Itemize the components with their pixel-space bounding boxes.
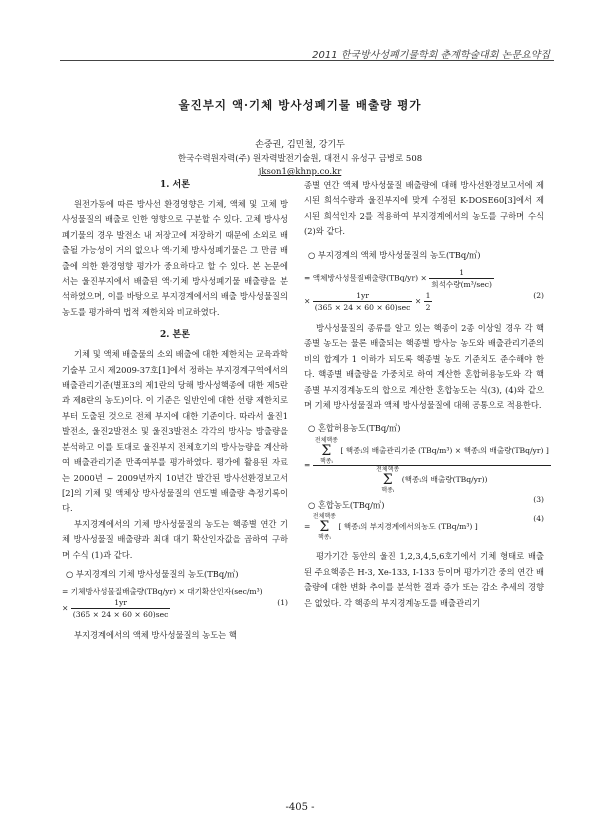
equation-3-sum-upper: 전체핵종 <box>314 436 338 444</box>
page-number: -405 - <box>285 802 315 813</box>
section-1-title: 1. 서론 <box>160 180 190 190</box>
email-link[interactable]: jkson1@khnp.co.kr <box>258 167 342 177</box>
body-paragraph-3: 부지경계에서의 액체 방사성물질의 농도는 핵 <box>74 630 237 641</box>
mixed-concentration-bullet: ○ 혼합농도(TBq/㎥) <box>308 499 385 510</box>
equation-2-number: (2) <box>533 291 544 301</box>
equation-4-text: [ 핵종ᵢ의 부지경계에서의농도 (TBq/m³) ] <box>338 522 478 532</box>
equation-3-number: (3) <box>533 494 544 504</box>
paper-title: 울진부지 액·기체 방사성폐기물 배출량 평가 <box>178 98 422 112</box>
equation-2-f1-numerator: 1 <box>429 267 494 279</box>
left-column <box>62 178 288 644</box>
equation-2-f2-denominator: (365 × 24 × 60 × 60)sec <box>314 303 411 313</box>
equation-3-denominator <box>313 466 551 494</box>
equation-3-sum-lower: 핵종ᵢ <box>319 457 333 465</box>
equation-4 <box>304 513 544 541</box>
body-paragraph-1: 기체 및 액체 배출물의 소외 배출에 대한 제한치는 교육과학기술부 고시 제2009-37호[1]에서 정하는 부지경계구역에서의 배출관리기준(별표3의 제1란의 당해 방사성핵종에 대한 제5란과 제8란의 농도)이다. 이 기준은 일반인에 대한 선량 제한치로부터 도출된 것으로 전체 부지에 대한 기준이다. 따라서 울진1발전소, 울진2발전소 및 울진3발전소 각각의 방사능 방출량을 분석하고 이를 토대로 울진부지 전체호기의 방사능량을 계산하여 배출관리기준 만족여부를 평가하였다. 평가에 활용된 자료는 2000년 ~ 2009년까지 10년간 발간된 방사선환경보고서[2]의 기체 및 액체상 방사성물질의 연도별 배출량 측정기록이다. <box>62 349 288 514</box>
equation-3-numerator <box>313 437 551 466</box>
equation-3-line: = 전체핵종 Σ 핵종ᵢ [ 핵종ᵢ의 배출관리기준 (TBq/m³) × 핵종ᵢ의 배출량(TBq/yr) ] 전체핵종 Σ 핵종ᵢ (핵종ᵢ의 배출량(TBq/yr)) (3) <box>304 436 549 504</box>
sigma-icon: Σ <box>321 442 332 459</box>
equation-1-number: (1) <box>277 598 288 608</box>
right-column <box>304 178 549 611</box>
equation-2-line-2: × $\frac{1yr}{(365 \times 24 \times 60 \times 60)\sec}$ × $\frac{1}{2}$ (2) <box>304 291 544 313</box>
equation-3-denominator-text: (핵종ᵢ의 배출량(TBq/yr)) <box>401 474 488 484</box>
equation-4-sum <box>313 513 336 541</box>
equation-2-half-numerator: 1 <box>425 291 431 301</box>
equation-3-fraction <box>313 437 551 494</box>
equation-3-sum-bottom <box>376 466 399 494</box>
equation-4-sum-lower: 핵종ᵢ <box>317 534 331 542</box>
equation-2-half <box>424 290 433 313</box>
equation-1 <box>62 586 288 620</box>
intro-paragraph: 원전가동에 따른 방사선 환경영향은 기체, 액체 및 고체 방사성물질의 배출로 인한 영향으로 구분할 수 있다. 고체 방사성폐기물의 경우 발전소 내 저장고에 저장하기 때문에 소외로 배출될 가능성이 거의 없으나 액·기체 방사성폐기물은 그 만큼 배출에 의한 환경영향 평가가 중요하다고 할 수 있다. 본 논문에서는 울진부지에서 배출된 액·기체 방사성폐기물 배출량을 분석하였으며, 이를 바탕으로 부지경계에서의 배출 방사성물질의 농도를 평가하여 법적 제한치와 비교하였다. <box>62 199 288 317</box>
equation-2 <box>304 267 544 313</box>
right-paragraph-2: 방사성물질의 종류를 알고 있는 핵종이 2종 이상일 경우 각 핵종별 농도는 물론 배출되는 핵종별 방사능 농도와 배출관리기준의 비의 합계가 1 이하가 되도록 핵종별 농도 기준치도 준수해야 한다. 핵종별 배출량을 가중치로 하여 계산한 혼합허용농도와 각 핵종별 부지경계농도의 합으로 계산한 혼합농도는 식(3), (4)와 같으며 기체 방사성물질과 액체 방사성물질에 대해 공통으로 적용한다. <box>304 323 544 411</box>
equation-3-sum-top <box>315 437 338 465</box>
equation-2-f2-numerator: 1yr <box>313 290 413 302</box>
section-2-title: 2. 본론 <box>160 330 190 341</box>
right-paragraph-3: 평가기간 동안의 울진 1,2,3,4,5,6호기에서 기체 형태로 배출된 주요핵종은 H-3, Xe-133, I-133 등이며 평가기간 중의 연간 배출량에 대한 변화 추이를 분석한 결과 증가 또는 감소 추세의 경향은 없었다. 각 핵종의 부지경계농도를 배출관리기 <box>304 551 544 608</box>
equation-2-fraction-2 <box>313 290 413 313</box>
paper-authors: 손중권, 김민철, 강기두 <box>255 140 345 150</box>
equation-2-line-1 <box>304 267 544 290</box>
equation-4-number: (4) <box>533 514 544 524</box>
equation-4-sum-upper: 전체핵종 <box>312 513 336 521</box>
conference-header: 2011 한국방사성폐기물학회 춘계학술대회 논문요약집 <box>312 50 550 61</box>
equation-3-numerator-text: [ 핵종ᵢ의 배출관리기준 (TBq/m³) × 핵종ᵢ의 배출량(TBq/yr) ] <box>340 445 549 455</box>
equation-4-line: = 전체핵종 Σ 핵종ᵢ [ 핵종ᵢ의 부지경계에서의농도 (TBq/m³) ] (4) <box>304 513 544 542</box>
equation-3-den-sum-upper: 전체핵종 <box>376 465 400 473</box>
body-paragraph-2: 부지경계에서의 기체 방사성물질의 농도는 핵종별 연간 기체 방사성물질 배출량과 최대 대기 확산인자값을 곱하여 구하며 수식 (1)과 같다. <box>62 518 288 560</box>
paper-email[interactable] <box>0 167 600 177</box>
equation-2-half-denominator: 2 <box>425 303 431 313</box>
liquid-concentration-bullet: ○ 부지경계의 액체 방사성물질의 농도(TBq/㎥) <box>308 249 481 260</box>
mixed-allowable-bullet: ○ 혼합허용농도(TBq/㎥) <box>308 423 401 434</box>
equation-1-line-1: = 기체방사성물질배출량(TBq/yr) × 대기확산인자(sec/m³) <box>62 587 263 597</box>
sigma-icon: Σ <box>319 519 330 536</box>
paper-affiliation: 한국수력원자력(주) 원자력발전기술원, 대전시 유성구 금병로 508 <box>177 154 423 164</box>
equation-1-line-2: × $\frac{1yr}{(365 \times 24 \times 60 \times 60)\sec}$ (1) <box>62 598 288 620</box>
right-paragraph-1: 종별 연간 액체 방사성물질 배출량에 대해 방사선환경보고서에 제시된 희석수량과 울진부지에 맞게 수정된 K-DOSE60[3]에서 제시된 희석인자 2를 적용하여 부지경계에서의 농도를 구하며 수식 (2)와 같다. <box>304 180 544 237</box>
equation-2-fraction-1 <box>429 267 494 290</box>
equation-2-f1-denominator: 희석수량(m³/sec) <box>431 280 492 290</box>
equation-1-numerator: 1yr <box>71 597 171 609</box>
header-rule <box>60 60 554 61</box>
equation-3 <box>304 436 549 504</box>
equation-1-denominator: (365 × 24 × 60 × 60)sec <box>72 610 169 620</box>
equation-1-fraction <box>71 597 171 620</box>
equation-2-lhs: = 액체방사성물질배출량(TBq/yr) × <box>304 273 427 283</box>
equation-3-den-sum-lower: 핵종ᵢ <box>381 486 395 494</box>
gas-concentration-bullet: ○ 부지경계의 기체 방사성물질의 농도(TBq/㎥) <box>66 568 239 579</box>
sigma-icon: Σ <box>382 471 393 488</box>
